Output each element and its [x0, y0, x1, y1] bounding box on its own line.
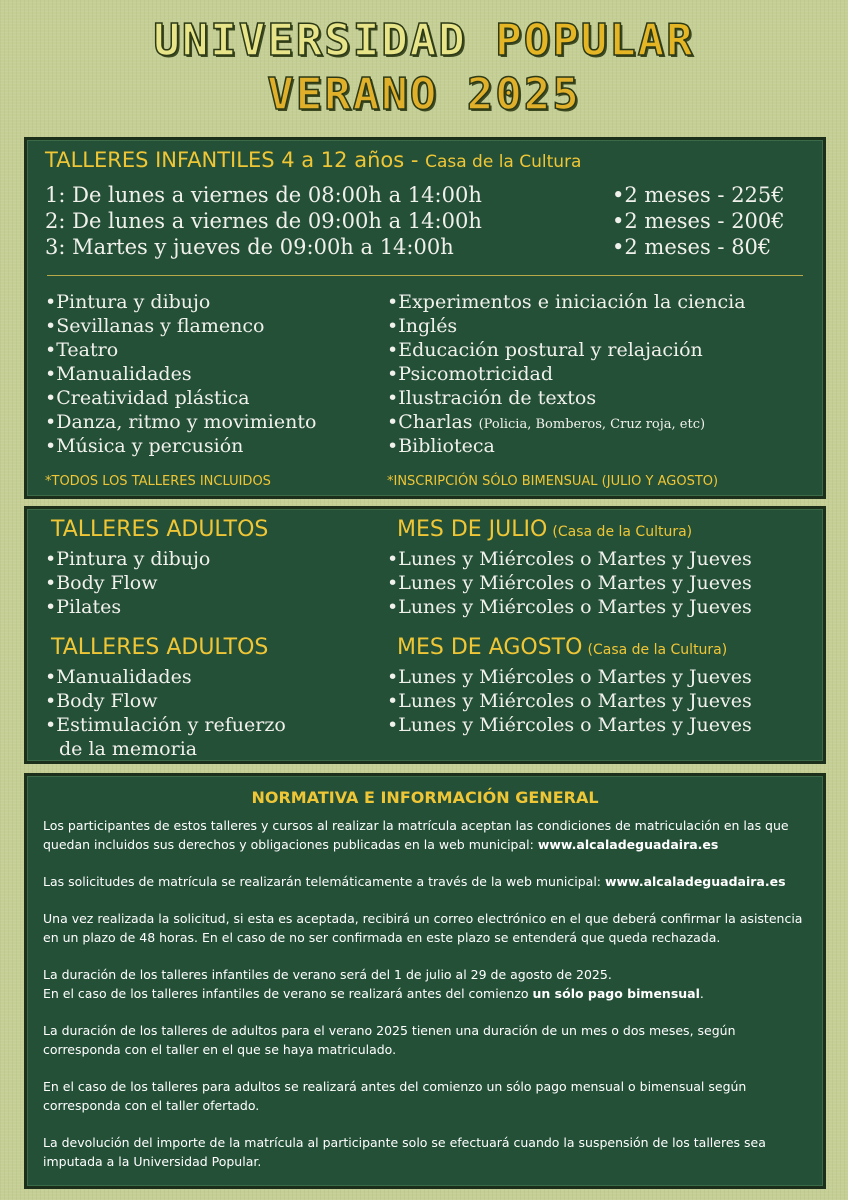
p1-url: www.alcaladeguadaira.es: [537, 837, 719, 852]
infantiles-board: [24, 137, 826, 499]
agosto-month: MES DE AGOSTO: [397, 635, 583, 660]
price-1: •2 meses - 225€: [612, 183, 785, 207]
note-inscripcion: *INSCRIPCIÓN SÓLO BIMENSUAL (JULIO Y AGOSTO): [387, 474, 719, 489]
normativa-paragraph-1: [43, 816, 803, 854]
agosto-place: (Casa de la Cultura): [587, 642, 728, 658]
julio-days: •Lunes y Miércoles o Martes y Jueves: [387, 572, 752, 594]
julio-item: •Pintura y dibujo: [45, 548, 211, 570]
schedule-3: 3: Martes y jueves de 09:00h a 14:00h: [45, 235, 454, 259]
julio-item: •Pilates: [45, 596, 122, 618]
adultos-agosto-heading: TALLERES ADULTOS: [51, 635, 269, 660]
p4b-end: .: [699, 986, 704, 1001]
left-item: •Manualidades: [45, 363, 192, 385]
normativa-title: NORMATIVA E INFORMACIÓN GENERAL: [251, 788, 599, 807]
agosto-item: de la memoria: [59, 738, 198, 760]
right-item-charlas: [387, 410, 705, 437]
normativa-paragraph-7: La devolución del importe de la matrícula al participante solo se efectuará cuando la suspensión de los talleres sea imputada a la Universidad Popular.: [43, 1135, 766, 1169]
page-title-line2: VERANO 2025: [267, 69, 581, 120]
left-item: •Pintura y dibujo: [45, 291, 211, 313]
p4-line1: La duración de los talleres infantiles de verano será del 1 de julio al 29 de agosto de 2025.: [43, 967, 612, 982]
p1-text: Los participantes de estos talleres y cursos al realizar la matrícula aceptan las condiciones de matriculación en las que quedan incluidos sus derechos y obligaciones publicadas en la web municipal:: [43, 818, 789, 852]
julio-days: •Lunes y Miércoles o Martes y Jueves: [387, 548, 752, 570]
normativa-paragraph-3: Una vez realizada la solicitud, si esta es aceptada, recibirá un correo electrónico en el que deberá confirmar la asistencia en un plazo de 48 horas. En el caso de no ser confirmada en este plazo se entenderá que queda rechazada.: [43, 911, 803, 945]
p4-line2: [43, 984, 803, 1003]
normativa-board: [24, 773, 826, 1189]
right-item: •Educación postural y relajación: [387, 339, 703, 361]
left-item: •Música y percusión: [45, 435, 244, 457]
p2-url: www.alcaladeguadaira.es: [605, 874, 786, 889]
left-item: •Sevillanas y flamenco: [45, 315, 265, 337]
page-title-line1: [0, 16, 848, 66]
normativa-paragraph-6: En el caso de los talleres para adultos se realizará antes del comienzo un sólo pago mensual o bimensual según corresponda con el taller ofertado.: [43, 1079, 747, 1113]
price-2: •2 meses - 200€: [612, 209, 785, 233]
agosto-item: •Estimulación y refuerzo: [45, 714, 286, 736]
normativa-paragraph-5: La duración de los talleres de adultos para el verano 2025 tienen una duración de un mes o dos meses, según corresponda con el taller en el que se haya matriculado.: [43, 1023, 736, 1057]
normativa-paragraph-4: [43, 965, 803, 1003]
right-item: •Inglés: [387, 315, 458, 337]
right-item: •Biblioteca: [387, 435, 495, 457]
agosto-item: •Body Flow: [45, 690, 158, 712]
left-item: •Creatividad plástica: [45, 387, 250, 409]
julio-month-heading: [397, 517, 692, 542]
note-todos-incluidos: *TODOS LOS TALLERES INCLUIDOS: [45, 474, 271, 489]
left-item: •Danza, ritmo y movimiento: [45, 411, 317, 433]
julio-month: MES DE JULIO: [397, 517, 548, 542]
agosto-days: •Lunes y Miércoles o Martes y Jueves: [387, 666, 752, 688]
infantiles-heading-text: TALLERES INFANTILES 4 a 12 años -: [45, 148, 426, 172]
title-word-popular: POPULAR: [495, 15, 695, 66]
agosto-item: •Manualidades: [45, 666, 192, 688]
agosto-days: •Lunes y Miércoles o Martes y Jueves: [387, 690, 752, 712]
p4b-bold: un sólo pago bimensual: [532, 986, 700, 1001]
infantiles-heading-place: Casa de la Cultura: [425, 152, 582, 172]
divider: [47, 275, 803, 276]
normativa-paragraph-2: [43, 872, 803, 891]
schedule-2: 2: De lunes a viernes de 09:00h a 14:00h: [45, 209, 482, 233]
charlas-note: (Policia, Bomberos, Cruz roja, etc): [478, 417, 706, 432]
charlas-label: •Charlas: [387, 411, 473, 433]
p2-text: Las solicitudes de matrícula se realizarán telemáticamente a través de la web municipal:: [43, 874, 602, 889]
right-item: •Psicomotricidad: [387, 363, 554, 385]
price-3: •2 meses - 80€: [612, 235, 772, 259]
p4b-text: En el caso de los talleres infantiles de verano se realizará antes del comienzo: [43, 986, 529, 1001]
adultos-julio-heading: TALLERES ADULTOS: [51, 517, 269, 542]
infantiles-heading: [45, 148, 581, 172]
julio-item: •Body Flow: [45, 572, 158, 594]
adultos-board: [24, 506, 826, 764]
agosto-days: •Lunes y Miércoles o Martes y Jueves: [387, 714, 752, 736]
right-item: •Experimentos e iniciación la ciencia: [387, 291, 746, 313]
schedule-1: 1: De lunes a viernes de 08:00h a 14:00h: [45, 183, 482, 207]
title-word-universidad: UNIVERSIDAD: [153, 15, 467, 66]
julio-days: •Lunes y Miércoles o Martes y Jueves: [387, 596, 752, 618]
agosto-month-heading: [397, 635, 727, 660]
left-item: •Teatro: [45, 339, 119, 361]
right-item: •Ilustración de textos: [387, 387, 597, 409]
julio-place: (Casa de la Cultura): [552, 524, 693, 540]
